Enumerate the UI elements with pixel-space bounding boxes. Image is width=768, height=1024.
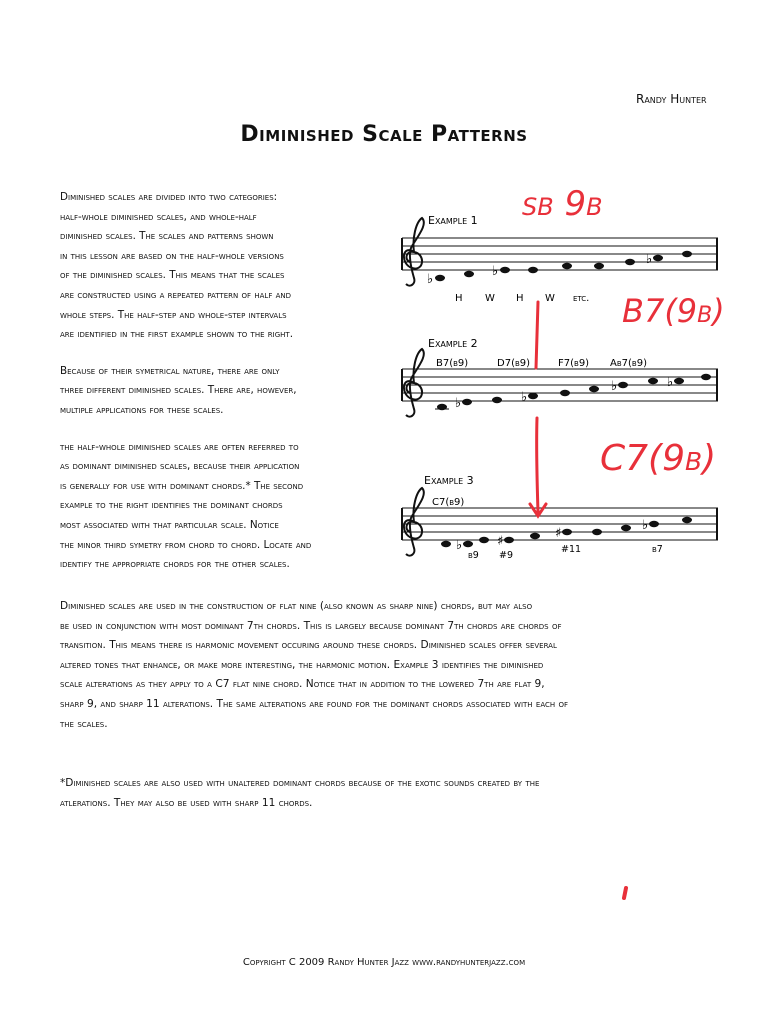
- annotation-mark: [624, 888, 626, 898]
- svg-text:♭: ♭: [456, 538, 463, 553]
- text-line: *Diminished scales are also used with unaltered dominant chords because of the exotic sounds created by the: [60, 777, 540, 789]
- annotation-line-upper: [536, 302, 538, 368]
- alteration-label: b9: [468, 550, 479, 561]
- note-3: [479, 537, 489, 543]
- page-title: Diminished Scale Patterns: [240, 122, 528, 147]
- annotation-b7: B7(9b): [622, 292, 725, 330]
- text-line: scale alterations as they apply to a C7 flat nine chord. Notice that in addition to the lowered 7th are flat 9,: [60, 678, 545, 691]
- alteration-label: #9: [499, 550, 514, 561]
- annotation-c7: C7(9b): [600, 438, 717, 479]
- alteration-label: #11: [561, 544, 582, 555]
- note-7: [592, 529, 602, 535]
- text-line: most associated with that particular scale. Notice: [60, 518, 279, 531]
- note-4: [528, 267, 538, 273]
- text-line: Diminished scales are divided into two categories:: [60, 191, 278, 203]
- text-line: diminished scales. The scales and patterns shown: [60, 230, 274, 243]
- copyright-footer: Copyright C 2009 Randy Hunter Jazz www.randyhunterjazz.com: [242, 957, 526, 968]
- chord-symbol: Ab7(b9): [610, 358, 647, 369]
- text-line: are identified in the first example shown to the right.: [60, 328, 294, 341]
- note-7: [611, 379, 628, 394]
- text-line: Diminished scales are used in the construction of flat nine (also known as sharp nine) chords, but may also: [60, 600, 533, 612]
- text-line: half-whole diminished scales, and whole-half: [60, 210, 257, 223]
- svg-text:♭: ♭: [427, 272, 434, 287]
- interval-label: W: [545, 293, 555, 304]
- svg-text:♭: ♭: [611, 379, 618, 394]
- text-line: transition. This means there is harmonic movement occuring around these chords. Diminished scales offer several: [60, 639, 557, 652]
- note-4: [497, 534, 514, 549]
- note-6: [594, 263, 604, 269]
- note-8: [621, 525, 631, 531]
- note-2: [464, 271, 474, 277]
- chord-symbol: F7(b9): [558, 358, 590, 369]
- text-line: multiple applications for these scales.: [60, 403, 224, 416]
- text-line: the scales.: [60, 717, 108, 730]
- svg-text:♯: ♯: [497, 534, 504, 549]
- annotation-arrow: [537, 418, 538, 512]
- text-line: in this lesson are based on the half-whole versions: [60, 249, 284, 262]
- note-6: [589, 386, 599, 392]
- note-3: [492, 397, 502, 403]
- svg-text:♭: ♭: [492, 264, 499, 279]
- svg-text:♯: ♯: [555, 526, 562, 541]
- interval-label: H: [455, 293, 463, 304]
- interval-label: H: [516, 293, 524, 304]
- chord-symbol: B7(b9): [436, 358, 469, 369]
- note-9: [642, 518, 659, 533]
- text-line: the half-whole diminished scales are often referred to: [60, 440, 299, 453]
- note-3: [492, 264, 510, 279]
- note-7: [625, 259, 635, 265]
- svg-text:♭: ♭: [455, 396, 462, 411]
- interval-label: W: [485, 293, 495, 304]
- text-line: example to the right identifies the dominant chords: [60, 499, 283, 512]
- note-5: [530, 533, 540, 539]
- text-line: are constructed using a repeated pattern of half and: [60, 288, 292, 301]
- note-9: [682, 251, 692, 257]
- svg-text:♭: ♭: [667, 375, 674, 390]
- text-line: identify the appropriate chords for the other scales.: [60, 558, 290, 571]
- note-1: [441, 541, 451, 547]
- text-line: atlerations. They may also be used with sharp 11 chords.: [60, 796, 313, 809]
- alteration-label: b7: [652, 544, 663, 555]
- chord-symbol: C7(b9): [432, 497, 465, 508]
- text-line: Because of their symetrical nature, there are only: [60, 364, 280, 377]
- example-1-label: Example 1: [428, 214, 478, 227]
- interval-label: etc.: [573, 293, 590, 304]
- svg-text:♭: ♭: [642, 518, 649, 533]
- text-line: three different diminished scales. There are, however,: [60, 384, 297, 397]
- text-line: be used in conjunction with most dominant 7th chords. This is largely because dominant 7th chords are chords of: [60, 619, 562, 632]
- author-name: Randy Hunter: [636, 92, 707, 106]
- text-line: whole steps. The half-step and whole-step intervals: [60, 308, 287, 321]
- annotation-top: sb 9b: [522, 184, 603, 224]
- text-line: is generally for use with dominant chords.* The second: [60, 479, 304, 492]
- handwritten-annotations: [522, 184, 725, 898]
- text-line: the minor third symetry from chord to chord. Locate and: [60, 538, 312, 551]
- note-10: [701, 374, 711, 380]
- text-line: of the diminished scales. This means that the scales: [60, 269, 285, 282]
- note-1: [427, 272, 445, 287]
- note-4: [521, 390, 538, 405]
- note-5: [562, 263, 572, 269]
- text-line: as dominant diminished scales, because their application: [60, 460, 300, 473]
- text-line: sharp 9, and sharp 11 alterations. The same alterations are found for the dominant chords associated with each of: [60, 697, 569, 710]
- note-8: [648, 378, 658, 384]
- svg-text:♭: ♭: [646, 252, 653, 267]
- note-5: [560, 390, 570, 396]
- example-3-label: Example 3: [424, 474, 474, 487]
- note-1: [435, 404, 449, 410]
- chord-symbol: D7(b9): [497, 358, 531, 369]
- text-line: altered tones that enhance, or make more interesting, the harmonic motion. Example 3 identifies the diminished: [60, 658, 544, 671]
- example-2-label: Example 2: [428, 337, 478, 350]
- note-2: [455, 396, 472, 411]
- note-10: [682, 517, 692, 523]
- note-6: [555, 526, 572, 541]
- svg-text:♭: ♭: [521, 390, 528, 405]
